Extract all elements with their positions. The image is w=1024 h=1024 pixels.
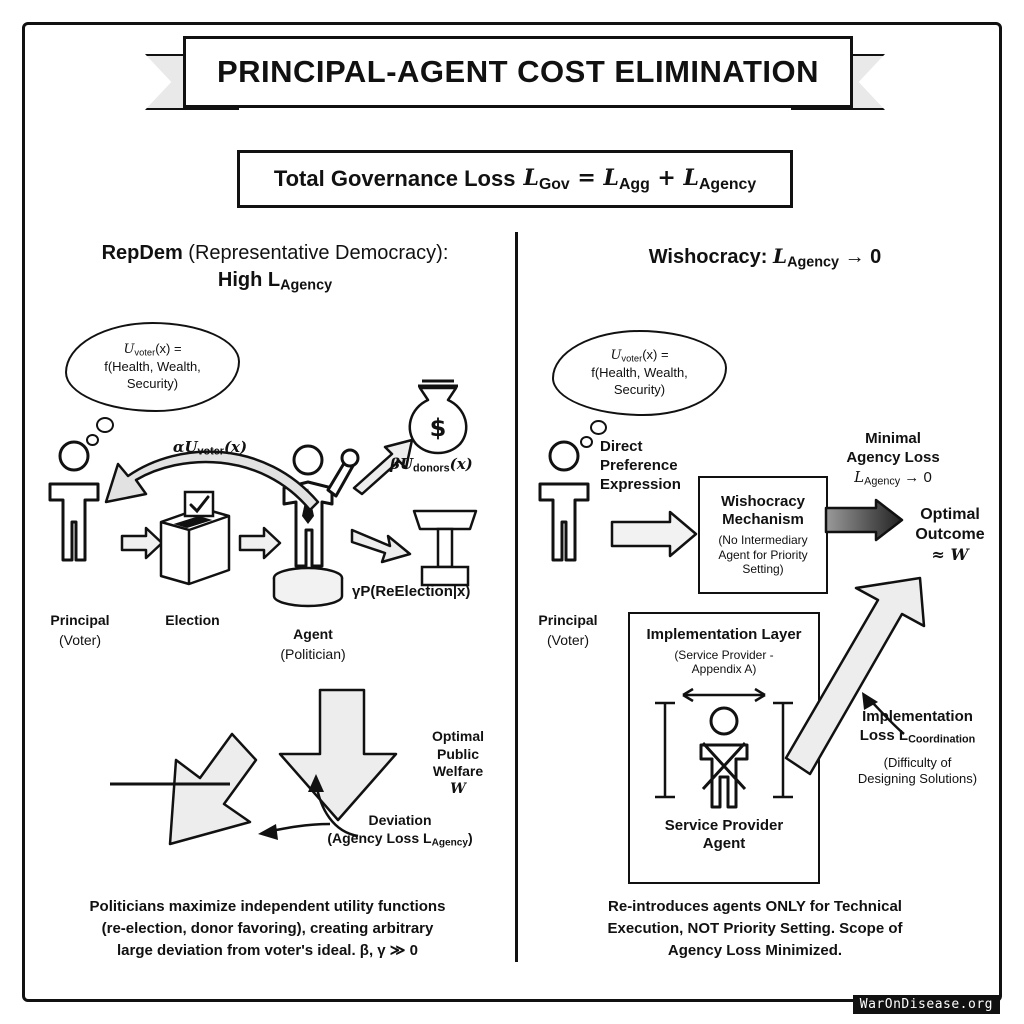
left-caption-line1: Politicians maximize independent utility functions xyxy=(89,898,446,915)
left-column-heading xyxy=(50,240,500,296)
left-caption-line3: large deviation from voter's ideal. β, γ ≫ 0 xyxy=(116,941,419,959)
minimal-loss-line2: Agency Loss xyxy=(846,448,940,466)
impl-footer-line2: Agent xyxy=(702,834,746,852)
agent-sublabel: (Politician) xyxy=(280,646,346,662)
left-heading-line2: High L xyxy=(217,269,281,291)
left-cloud-u-sub: voter xyxy=(134,347,156,358)
alpha-head: αU xyxy=(172,438,198,456)
right-heading-bold: Wishocracy: xyxy=(648,246,768,268)
right-caption xyxy=(540,896,970,961)
banner-plate xyxy=(183,36,853,108)
optimal-outcome-label xyxy=(890,505,1010,565)
left-cloud-line3: Security) xyxy=(126,375,179,391)
equation-eq: = L xyxy=(569,164,619,191)
right-cloud-line2: f(Health, Wealth, xyxy=(591,365,688,381)
optimal-welfare-line2: Public xyxy=(436,745,479,762)
right-caption-line2: Execution, NOT Priority Setting. Scope of xyxy=(607,919,903,937)
election-label: Election xyxy=(165,612,220,628)
left-principal-label: Principal xyxy=(50,612,110,628)
deviation-line2 xyxy=(290,830,510,850)
left-principal-sublabel: (Voter) xyxy=(58,632,101,648)
impl-title: Implementation Layer xyxy=(646,626,802,643)
right-principal-sublabel: (Voter) xyxy=(546,632,589,648)
right-caption-line3: Agency Loss Minimized. xyxy=(667,941,843,959)
left-heading-line2-sub: Agency xyxy=(280,277,333,294)
agent-label: Agent xyxy=(293,626,333,642)
right-heading-arrow: → 0 xyxy=(839,246,882,268)
left-cloud-u-rest: (x) = xyxy=(155,341,182,357)
left-heading-regular: (Representative Democracy): xyxy=(188,242,449,264)
deviation-line2-text: (Agency Loss L xyxy=(327,829,432,846)
arrow-principal-to-mechanism xyxy=(612,512,698,558)
right-cloud-u: U xyxy=(610,348,622,364)
right-heading-math: L xyxy=(773,244,788,268)
impl-footer-line1: Service Provider xyxy=(664,816,784,834)
mechanism-sub-line2: Agent for Priority xyxy=(718,547,808,562)
alpha-term-label xyxy=(140,438,280,459)
beta-sub: donors xyxy=(413,462,450,475)
minimal-loss-arrow: → 0 xyxy=(900,468,932,486)
direct-pref-line2: Preference xyxy=(600,456,678,474)
optimal-outcome-line3: ≈ W xyxy=(931,545,969,564)
deviation-sub: Agency xyxy=(431,837,468,849)
equation-plus: + L xyxy=(649,164,699,191)
optimal-welfare-symbol: W xyxy=(450,780,466,797)
beta-tail: (x) xyxy=(449,455,473,473)
impl-loss-line2 xyxy=(830,727,1005,747)
gamma-term-label: γP(ReElection|x) xyxy=(352,583,471,600)
minimal-loss-line1: Minimal xyxy=(865,430,921,447)
impl-sub-line1: (Service Provider - xyxy=(674,648,774,662)
impl-loss-sub: Coordination xyxy=(908,733,976,746)
left-caption-line2: (re-election, donor favoring), creating arbitrary xyxy=(101,919,434,937)
right-cloud-dot-large xyxy=(590,420,607,435)
right-principal-label: Principal xyxy=(538,612,598,628)
page-title: PRINCIPAL-AGENT COST ELIMINATION xyxy=(216,54,820,89)
optimal-welfare-label xyxy=(398,728,518,798)
right-cloud-u-sub: voter xyxy=(621,353,643,364)
deviation-line1: Deviation xyxy=(368,812,432,828)
optimal-welfare-line1: Optimal xyxy=(431,728,485,744)
left-cloud-u: U xyxy=(123,342,135,358)
right-heading-sub: Agency xyxy=(787,254,840,271)
left-caption xyxy=(40,896,495,961)
deviation-label xyxy=(290,812,510,850)
impl-sub-line2: Appendix A) xyxy=(691,662,757,677)
left-cloud-dot-large xyxy=(96,417,114,433)
mechanism-sub-line3: Setting) xyxy=(742,562,784,577)
impl-loss-line2-text: Loss L xyxy=(859,726,909,744)
equation-lagg-sub: Agg xyxy=(618,175,650,193)
direct-preference-label xyxy=(600,438,710,494)
right-cloud-line3: Security) xyxy=(613,381,666,397)
equation-box xyxy=(237,150,793,208)
direct-pref-line1: Direct xyxy=(600,438,643,455)
impl-loss-line3: (Difficulty of xyxy=(883,754,952,770)
equation-lead: Total Governance Loss xyxy=(273,166,516,191)
watermark: WarOnDisease.org xyxy=(853,995,1000,1014)
optimal-outcome-line1: Optimal xyxy=(920,506,980,523)
svg-text:$: $ xyxy=(429,414,447,442)
left-heading-bold: RepDem xyxy=(101,242,183,264)
right-cloud-u-rest: (x) = xyxy=(642,347,669,363)
beta-term-label xyxy=(390,455,520,476)
optimal-welfare-line3: Welfare xyxy=(432,763,484,779)
optimal-outcome-line2: Outcome xyxy=(915,526,985,543)
equation-lgov: L xyxy=(523,164,539,191)
deviation-close: ) xyxy=(467,829,473,846)
mechanism-title-line2: Mechanism xyxy=(722,511,804,529)
implementation-loss-label xyxy=(830,708,1005,787)
minimal-agency-loss-label xyxy=(818,430,968,489)
minimal-loss-sub: Agency xyxy=(864,475,901,488)
beta-head: βU xyxy=(390,455,414,473)
mechanism-sub-line1: (No Intermediary xyxy=(718,533,808,548)
equation-lagency-sub: Agency xyxy=(698,175,757,193)
title-banner xyxy=(145,36,885,120)
impl-loss-line4: Designing Solutions) xyxy=(857,771,978,787)
right-column-heading xyxy=(545,243,985,273)
direct-pref-line3: Expression xyxy=(600,475,681,493)
minimal-loss-symbol: L xyxy=(854,467,865,486)
left-cloud-line2: f(Health, Wealth, xyxy=(104,359,201,375)
alpha-tail: (x) xyxy=(223,438,248,456)
mechanism-title-line1: Wishocracy xyxy=(720,493,806,511)
right-caption-line1: Re-introduces agents ONLY for Technical xyxy=(608,898,902,915)
lectern-icon xyxy=(410,505,482,593)
equation-lgov-sub: Gov xyxy=(538,175,570,193)
arrow-agent-to-reelection xyxy=(352,520,414,570)
alpha-sub: voter xyxy=(197,445,224,458)
impl-loss-line1: Implementation xyxy=(862,708,973,725)
